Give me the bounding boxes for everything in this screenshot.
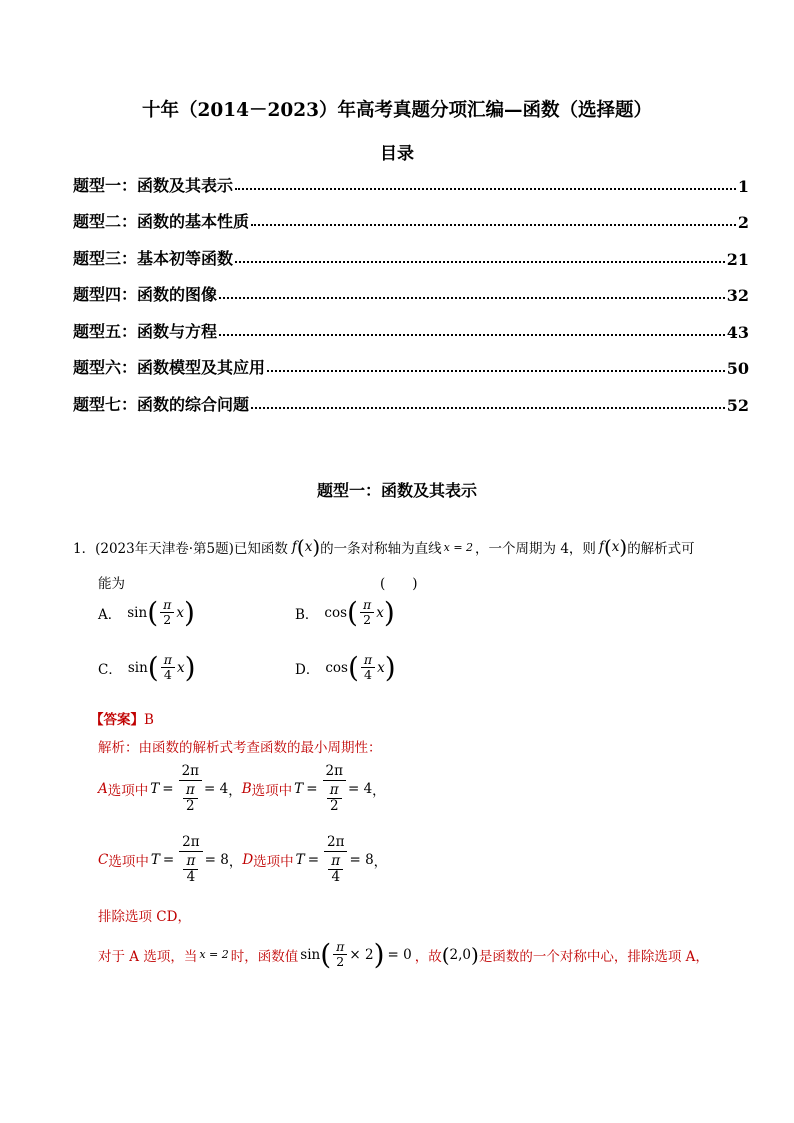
analysis-text: ，故	[414, 948, 442, 965]
equals-sign: =	[307, 852, 319, 869]
fraction-numerator: 2π	[323, 764, 346, 781]
paren-right: )	[619, 535, 628, 559]
func-name: f	[598, 539, 604, 555]
fraction-numerator: 2π	[179, 764, 202, 781]
toc-item-label: 题型一：函数及其表示	[73, 176, 234, 195]
toc-leader	[219, 334, 725, 336]
paren-right: )	[312, 535, 321, 559]
toc-item-page: 21	[726, 250, 749, 269]
toc-item-label: 题型二：函数的基本性质	[73, 212, 250, 231]
period-symbol: T	[150, 852, 160, 869]
fraction-numerator: π	[360, 598, 374, 613]
option-d[interactable]	[295, 650, 396, 684]
toc-leader	[267, 370, 725, 372]
equals-sign: =	[162, 781, 174, 798]
option-var: x	[376, 604, 384, 621]
section-title: 题型一：函数及其表示	[316, 481, 477, 500]
paren-right: )	[383, 595, 395, 629]
fraction-denominator: 4	[331, 869, 341, 886]
paren-left: (	[603, 535, 612, 559]
fraction-denominator: 2	[363, 612, 372, 628]
option-ref-text: 选项中	[253, 854, 294, 871]
question-text-3: 的解析式可	[627, 541, 695, 557]
period-line-cd	[98, 835, 387, 886]
paren-right: )	[373, 937, 385, 971]
period-value: = 4	[347, 781, 373, 798]
paren-right: )	[183, 595, 195, 629]
exclude-line: 排除选项 CD，	[98, 909, 191, 925]
period-fraction	[179, 764, 202, 815]
paren-left: (	[147, 650, 159, 684]
period-symbol: T	[295, 852, 305, 869]
analysis-text: 时，函数值	[230, 948, 299, 965]
option-ref-text: 选项中	[108, 854, 149, 871]
period-fraction	[324, 835, 347, 886]
fraction-denominator: 2	[336, 954, 345, 970]
analysis-intro: 解析：由函数的解析式考查函数的最小周期性：	[98, 740, 382, 756]
toc-item-label: 题型四：函数的图像	[73, 285, 218, 304]
option-ref: A	[98, 781, 108, 798]
option-fraction	[360, 598, 374, 628]
fraction-numerator: π	[328, 854, 343, 871]
fraction-numerator: π	[361, 653, 375, 668]
question-line-2: 能为	[98, 576, 125, 592]
period-symbol: T	[294, 781, 304, 798]
question-number: 1．	[73, 541, 96, 557]
toc-item-page: 1	[737, 177, 749, 196]
fraction-numerator: 2π	[179, 835, 202, 852]
option-letter: A．	[98, 606, 122, 623]
option-c[interactable]	[98, 650, 196, 684]
toc-item[interactable]	[73, 208, 749, 232]
option-func: sin	[127, 659, 148, 676]
toc-item[interactable]	[73, 172, 749, 196]
toc-item[interactable]	[73, 281, 749, 305]
fraction-denominator: 2	[186, 798, 195, 815]
option-a[interactable]	[98, 595, 195, 629]
toc-item-label: 题型三：基本初等函数	[73, 249, 234, 268]
fraction-denominator: 2	[329, 798, 339, 815]
fraction-denominator: 2	[163, 612, 172, 628]
analysis-times: × 2	[349, 946, 374, 963]
toc-item-page: 50	[726, 359, 749, 378]
option-var: x	[377, 659, 385, 676]
fraction-denominator: 4	[186, 869, 196, 886]
option-func: cos	[324, 604, 348, 621]
option-fraction	[361, 653, 375, 683]
answer-blank: ( )	[380, 576, 418, 592]
toc-item[interactable]	[73, 318, 749, 342]
fraction-numerator: π	[327, 783, 342, 800]
option-func: cos	[325, 659, 348, 676]
option-func: sin	[127, 604, 148, 621]
fraction-numerator: π	[333, 940, 347, 955]
toc-item[interactable]	[73, 245, 749, 269]
toc-item-page: 52	[726, 396, 749, 415]
option-fraction	[161, 653, 175, 683]
analysis-last-line	[98, 937, 709, 971]
equals-sign: =	[162, 852, 175, 869]
answer-line	[90, 708, 154, 728]
period-fraction	[323, 764, 346, 815]
option-fraction	[160, 598, 174, 628]
paren-left: (	[147, 595, 159, 629]
option-b[interactable]	[295, 595, 395, 629]
toc-item-label: 题型五：函数与方程	[73, 322, 218, 341]
inner-fraction	[328, 854, 343, 886]
toc-heading: 目录	[380, 144, 414, 164]
paren-right: )	[184, 650, 196, 684]
analysis-func: sin	[300, 946, 321, 963]
question-stem	[73, 537, 695, 557]
toc-leader	[251, 224, 736, 226]
axis-equation: x = 2	[443, 540, 474, 554]
question-text-1: 的一条对称轴为直线	[320, 541, 442, 557]
toc-leader	[251, 407, 725, 409]
analysis-fraction	[333, 940, 347, 970]
inner-fraction	[327, 783, 342, 815]
toc-item-label: 题型七：函数的综合问题	[73, 395, 250, 414]
answer-label: 【答案】	[90, 712, 144, 728]
fraction-numerator: π	[161, 653, 175, 668]
equals-sign: =	[306, 781, 318, 798]
toc-item-page: 43	[726, 323, 749, 342]
question-text-2: ，一个周期为 4，则	[475, 541, 596, 557]
document-title: 十年（2014－2023）年高考真题分项汇编—函数（选择题）	[142, 100, 652, 121]
toc-leader	[219, 297, 725, 299]
option-ref-text: 选项中	[251, 783, 293, 800]
inner-fraction	[183, 854, 198, 886]
comma: ，	[372, 783, 386, 800]
option-letter: D．	[295, 661, 320, 678]
period-value: = 8	[349, 852, 374, 869]
func-var: x	[611, 539, 620, 555]
answer-value: B	[144, 712, 154, 728]
func-var: x	[304, 539, 313, 555]
question-source: (2023年天津卷·第5题)已知函数	[95, 541, 288, 557]
option-letter: B．	[295, 606, 319, 623]
paren-left: (	[320, 937, 332, 971]
analysis-text: 是函数的一个对称中心，排除选项 A，	[478, 948, 709, 965]
analysis-text: 对于 A 选项，当	[98, 948, 198, 965]
comma: ，	[373, 854, 388, 871]
option-var: x	[176, 604, 184, 621]
fraction-numerator: π	[160, 598, 174, 613]
toc-item-page: 32	[726, 286, 749, 305]
paren-left: (	[347, 650, 359, 684]
option-ref-text: 选项中	[107, 783, 149, 800]
fraction-numerator: π	[183, 783, 198, 800]
option-letter: C．	[98, 661, 122, 678]
toc-leader	[235, 261, 725, 263]
analysis-equals: = 0	[387, 946, 412, 963]
fraction-numerator: π	[183, 854, 198, 871]
symmetry-point: 2,0	[449, 946, 472, 963]
option-var: x	[176, 659, 185, 676]
period-line-ab	[98, 764, 386, 815]
comma: ，	[228, 854, 243, 871]
fraction-denominator: 4	[163, 667, 172, 683]
fraction-denominator: 4	[364, 667, 372, 683]
paren-right: )	[384, 650, 396, 684]
inner-fraction	[183, 783, 198, 815]
analysis-x-value: x = 2	[199, 948, 229, 962]
paren-right: )	[471, 942, 479, 967]
paren-left: (	[441, 942, 450, 967]
period-value: = 4	[204, 781, 229, 798]
option-ref: D	[242, 852, 254, 869]
comma: ，	[228, 783, 242, 800]
toc-item-label: 题型六：函数模型及其应用	[73, 358, 266, 377]
period-value: = 8	[204, 852, 229, 869]
period-symbol: T	[150, 781, 160, 798]
toc-leader	[235, 188, 736, 190]
toc-item[interactable]	[73, 354, 749, 378]
toc-item[interactable]	[73, 391, 749, 415]
paren-left: (	[347, 595, 358, 629]
paren-left: (	[296, 535, 305, 559]
fraction-numerator: 2π	[324, 835, 347, 852]
period-fraction	[179, 835, 202, 886]
option-ref: C	[98, 852, 109, 869]
option-ref: B	[241, 781, 252, 798]
func-name: f	[291, 539, 297, 555]
toc-item-page: 2	[737, 213, 749, 232]
